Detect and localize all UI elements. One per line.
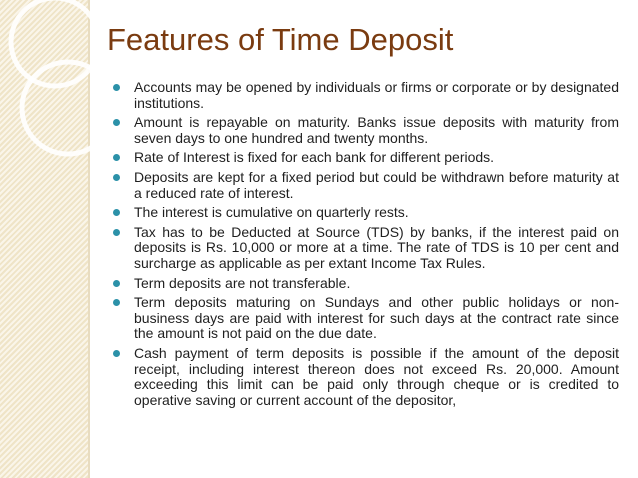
list-item-text: Amount is repayable on maturity. Banks issue deposits with maturity from seven days to one hundred and twenty months. [134, 114, 619, 146]
list-item-text: The interest is cumulative on quarterly rests. [134, 204, 409, 221]
list-item-text: Accounts may be opened by individuals or firms or corporate or by designated institutions. [134, 79, 619, 111]
bullet-icon [113, 209, 120, 216]
bullet-icon [113, 154, 120, 161]
list-item [111, 295, 619, 342]
page-title: Features of Time Deposit [107, 22, 454, 57]
bullet-icon [113, 350, 120, 357]
list-item [111, 205, 619, 221]
bullet-icon [113, 299, 120, 306]
list-item [111, 80, 619, 111]
list-item-text: Term deposits maturing on Sundays and other public holidays or non-business days are paid with interest for such days at the contract rate since the amount is not paid on the due date. [134, 294, 619, 342]
list-item [111, 225, 619, 272]
bullet-icon [113, 84, 120, 91]
list-item-text: Tax has to be Deducted at Source (TDS) by banks, if the interest paid on deposits is Rs. 10,000 or more at a time. The rate of TDS is 10 per cent and surcharge as applicable as per extant Income Tax Rules. [134, 223, 619, 271]
list-item [111, 150, 619, 166]
list-item-text: Cash payment of term deposits is possible if the amount of the deposit receipt, including interest thereon does not exceed Rs. 20,000. Amount exceeding this limit can be paid only through cheque or is credited to operative saving or current account of the depositor, [134, 344, 619, 408]
bullet-icon [113, 174, 120, 181]
list-item-text: Term deposits are not transferable. [134, 274, 351, 291]
list-item-text: Deposits are kept for a fixed period but could be withdrawn before maturity at a reduced rate of interest. [134, 168, 619, 201]
list-item-text: Rate of Interest is fixed for each bank for different periods. [134, 149, 495, 166]
list-item [111, 115, 619, 146]
bullet-list [111, 80, 619, 412]
list-item [111, 346, 619, 408]
bullet-icon [113, 119, 120, 126]
list-item [111, 170, 619, 201]
list-item [111, 276, 619, 292]
bullet-icon [113, 280, 120, 287]
bullet-icon [113, 229, 120, 236]
